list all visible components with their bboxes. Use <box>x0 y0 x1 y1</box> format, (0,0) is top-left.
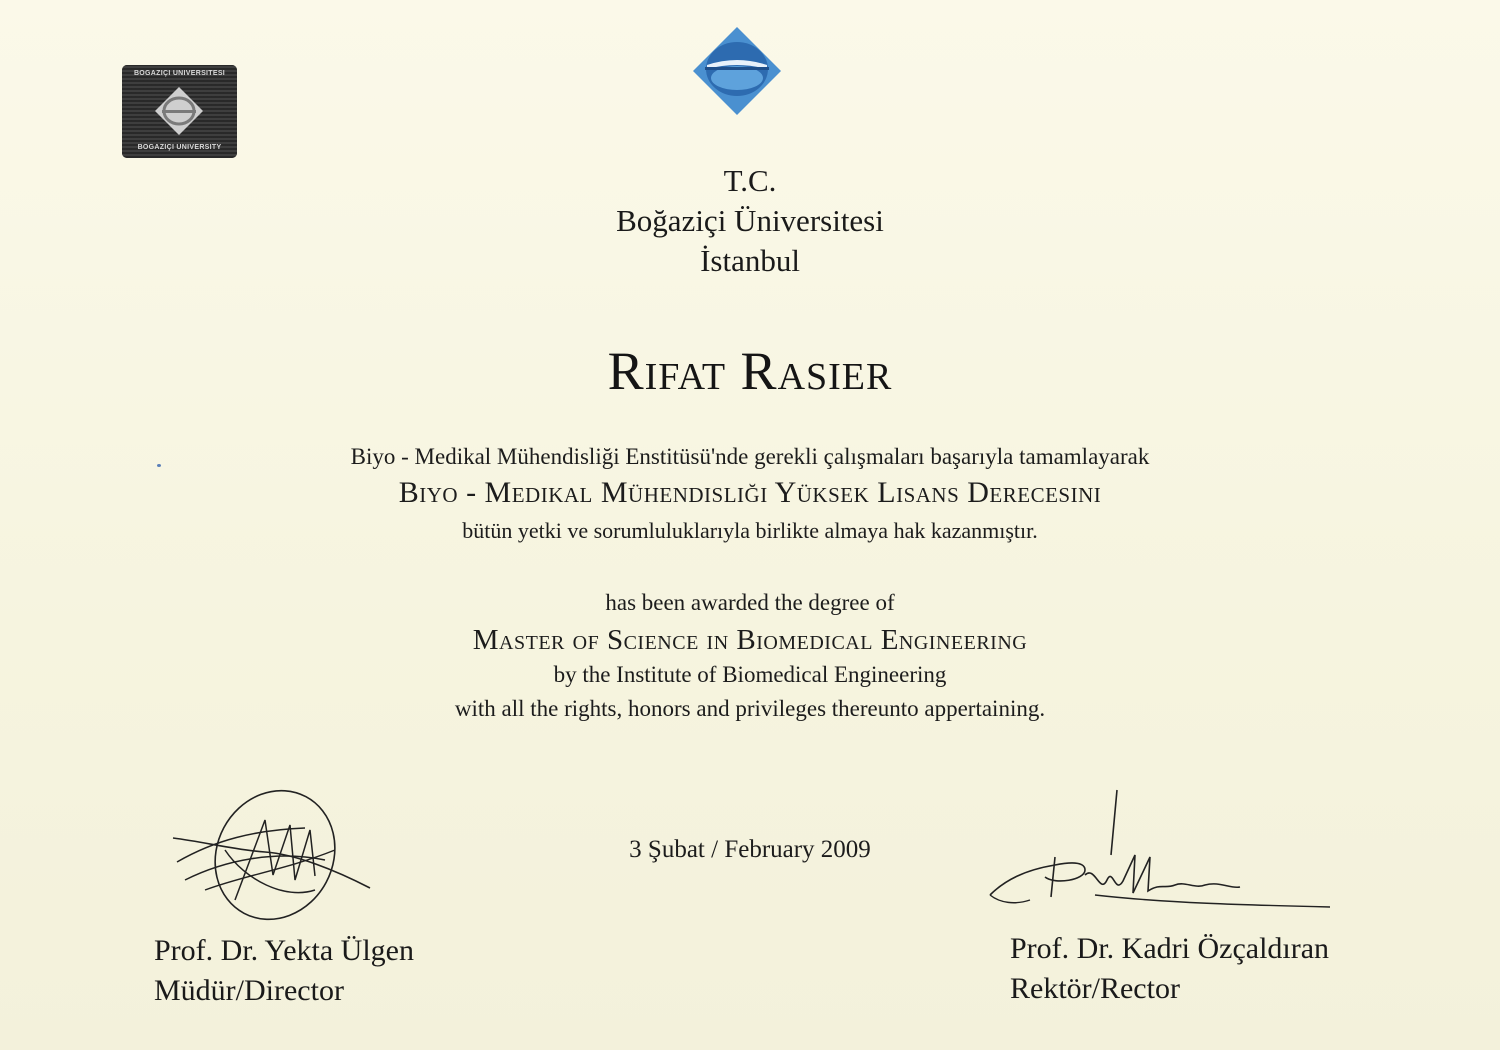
director-signature-block <box>154 931 414 1011</box>
turkish-degree: Biyo - Medikal Mühendisliği Yüksek Lisans Derecesini <box>398 476 1102 509</box>
header-university: Boğaziçi Üniversitesi <box>616 203 884 238</box>
turkish-intro: Biyo - Medikal Mühendisliği Enstitüsü'nde gerekli çalışmaları başarıyla tamamlayarak <box>350 444 1150 469</box>
director-title: Müdür/Director <box>154 974 344 1007</box>
english-degree: Master of Science in Biomedical Engineering <box>472 624 1028 656</box>
director-signature <box>165 780 380 940</box>
director-name: Prof. Dr. Yekta Ülgen <box>154 934 414 967</box>
hologram-seal <box>122 65 237 158</box>
rector-name: Prof. Dr. Kadri Özçaldıran <box>1010 932 1330 965</box>
english-institute: by the Institute of Biomedical Engineering <box>553 662 947 687</box>
university-logo-icon <box>691 25 783 117</box>
turkish-outro: bütün yetki ve sorumluluklarıyla birlikte almaya hak kazanmıştır. <box>462 518 1038 543</box>
header-tc: T.C. <box>723 163 777 198</box>
header-city: İstanbul <box>700 243 800 278</box>
rector-signature <box>985 785 1335 925</box>
ink-speck <box>157 464 161 467</box>
award-date: 3 Şubat / February 2009 <box>629 836 871 863</box>
english-intro: has been awarded the degree of <box>605 590 895 615</box>
rector-title: Rektör/Rector <box>1010 972 1180 1005</box>
hologram-bottom-text: BOĞAZİÇİ UNIVERSITY <box>137 144 222 151</box>
hologram-top-text: BOĞAZİÇİ ÜNİVERSİTESİ <box>133 70 226 77</box>
english-rights: with all the rights, honors and privileges thereunto appertaining. <box>454 696 1046 721</box>
recipient-name: Rifat Rasier <box>607 341 893 401</box>
rector-signature-block <box>1010 929 1329 1009</box>
hologram-diamond-icon <box>154 86 204 136</box>
